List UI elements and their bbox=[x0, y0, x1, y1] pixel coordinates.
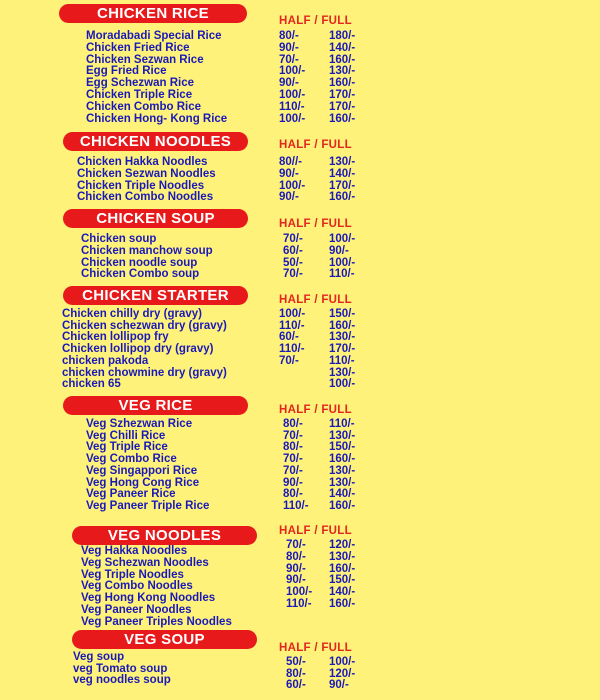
menu-item-name: Moradabadi Special Rice bbox=[86, 30, 222, 42]
menu-item-name: Veg Paneer Noodles bbox=[81, 604, 192, 616]
half-full-header: HALF / FULL bbox=[279, 404, 352, 416]
full-price: 130/- bbox=[329, 464, 356, 477]
full-price: 90/- bbox=[329, 679, 349, 692]
half-price: 60/- bbox=[283, 244, 303, 257]
half-price: 110/- bbox=[279, 343, 305, 356]
menu-item-name: Egg Fried Rice bbox=[86, 65, 167, 78]
half-price: 100/- bbox=[279, 308, 306, 320]
menu-item-name: Chicken chilly dry (gravy) bbox=[62, 308, 202, 320]
section-banner: CHICKEN RICE bbox=[59, 4, 247, 23]
half-full-header: HALF / FULL bbox=[279, 139, 352, 151]
menu-item-name: Chicken Sezwan Noodles bbox=[77, 167, 216, 180]
half-price: 50/- bbox=[283, 256, 303, 269]
full-price: 140/- bbox=[329, 41, 356, 54]
menu-item-name: Chicken Sezwan Rice bbox=[86, 53, 204, 66]
section-banner: VEG NOODLES bbox=[72, 526, 257, 545]
menu-item-name: Chicken Combo Noodles bbox=[77, 191, 214, 204]
half-price: 70/- bbox=[283, 464, 303, 477]
half-price: 70/- bbox=[283, 453, 303, 466]
half-price: 80//- bbox=[279, 156, 303, 168]
menu-item-name: Veg Combo Noodles bbox=[81, 580, 193, 593]
section-banner: CHICKEN SOUP bbox=[63, 209, 248, 228]
full-price: 130/- bbox=[329, 366, 356, 379]
full-price: 160/- bbox=[329, 499, 356, 512]
full-price: 100/- bbox=[329, 656, 356, 668]
half-full-header: HALF / FULL bbox=[279, 525, 352, 537]
half-price: 70/- bbox=[286, 539, 306, 551]
half-price: 80/- bbox=[286, 550, 306, 563]
menu-item-name: veg noodles soup bbox=[73, 674, 171, 687]
full-price: 130/- bbox=[329, 550, 356, 563]
full-price: 150/- bbox=[329, 574, 356, 587]
menu-item-name: chicken pakoda bbox=[62, 354, 149, 367]
half-price: 110/- bbox=[279, 100, 305, 113]
menu-item-name: Veg Hakka Noodles bbox=[81, 545, 188, 557]
full-price: 150/- bbox=[329, 308, 356, 320]
menu-item-name: Chicken soup bbox=[81, 233, 157, 245]
menu-item-name: Chicken lollipop fry bbox=[62, 331, 169, 344]
full-price: 130/- bbox=[329, 331, 356, 344]
menu-item-name: Veg Combo Rice bbox=[86, 453, 177, 466]
menu-item-name: Veg Hong Kong Noodles bbox=[81, 592, 216, 605]
full-price: 110/- bbox=[329, 418, 355, 430]
menu-item-name: Chicken Combo Rice bbox=[86, 100, 202, 113]
half-price: 90/- bbox=[279, 191, 299, 204]
full-price: 170/- bbox=[329, 343, 356, 356]
full-price: 160/- bbox=[329, 319, 356, 332]
half-price: 90/- bbox=[279, 77, 299, 90]
full-price: 160/- bbox=[329, 453, 356, 466]
half-price: 80/- bbox=[283, 441, 303, 454]
half-price: 80/- bbox=[286, 667, 306, 680]
half-price: 100/- bbox=[279, 65, 306, 78]
section-banner: CHICKEN STARTER bbox=[63, 286, 248, 305]
menu-item-name: Chicken noodle soup bbox=[81, 256, 198, 269]
full-price: 100/- bbox=[329, 378, 356, 391]
menu-item-name: chicken 65 bbox=[62, 378, 121, 391]
menu-item-name: Chicken Hong- Kong Rice bbox=[86, 112, 228, 125]
half-price: 70/- bbox=[279, 354, 299, 367]
menu-item-name: Veg Szhezwan Rice bbox=[86, 418, 193, 430]
half-price: 90/- bbox=[286, 562, 306, 575]
section-banner: VEG SOUP bbox=[72, 630, 257, 649]
full-price: 110/- bbox=[329, 354, 355, 367]
menu-item-name: Veg Singappori Rice bbox=[86, 464, 198, 477]
full-price: 130/- bbox=[329, 65, 356, 78]
menu-item-name: Chicken Hakka Noodles bbox=[77, 156, 208, 168]
half-full-header: HALF / FULL bbox=[279, 294, 352, 306]
half-price: 50/- bbox=[286, 656, 306, 668]
full-price: 180/- bbox=[329, 30, 356, 42]
menu-item-name: Veg Hong Cong Rice bbox=[86, 476, 200, 489]
full-price: 100/- bbox=[329, 233, 356, 245]
menu-item-name: Chicken Triple Rice bbox=[86, 89, 193, 101]
half-price: 80/- bbox=[279, 30, 299, 42]
full-price: 170/- bbox=[329, 89, 356, 101]
menu-item-name: Chicken Triple Noodles bbox=[77, 179, 205, 192]
menu-item-name: Veg Triple Rice bbox=[86, 441, 168, 454]
full-price: 160/- bbox=[329, 53, 356, 66]
menu-item-name: Veg Paneer Rice bbox=[86, 488, 176, 501]
full-price: 140/- bbox=[329, 586, 356, 599]
menu-item-name: Veg Paneer Triples Noodles bbox=[81, 615, 232, 628]
half-price: 90/- bbox=[279, 41, 299, 54]
half-price: 70/- bbox=[283, 429, 303, 442]
menu-item-name: Veg Paneer Triple Rice bbox=[86, 499, 210, 512]
full-price: 140/- bbox=[329, 167, 356, 180]
menu-item-name: Egg Schezwan Rice bbox=[86, 77, 195, 90]
full-price: 130/- bbox=[329, 429, 356, 442]
half-price: 110/- bbox=[283, 499, 309, 512]
half-price: 100/- bbox=[279, 179, 306, 192]
full-price: 120/- bbox=[329, 667, 356, 680]
menu-item-name: Veg soup bbox=[73, 651, 125, 663]
half-price: 70/- bbox=[283, 233, 303, 245]
full-price: 170/- bbox=[329, 179, 356, 192]
half-price: 90/- bbox=[279, 167, 299, 180]
full-price: 160/- bbox=[329, 77, 356, 90]
menu-item-name: Chicken Combo soup bbox=[81, 268, 200, 281]
section-banner: VEG RICE bbox=[63, 396, 248, 415]
full-price: 160/- bbox=[329, 191, 356, 204]
full-price: 100/- bbox=[329, 256, 356, 269]
full-price: 160/- bbox=[329, 562, 356, 575]
full-price: 110/- bbox=[329, 268, 355, 281]
full-price: 160/- bbox=[329, 598, 356, 610]
full-price: 150/- bbox=[329, 441, 356, 454]
half-full-header: HALF / FULL bbox=[279, 218, 352, 230]
half-price: 100/- bbox=[279, 89, 306, 101]
menu-item-name: Veg Triple Noodles bbox=[81, 568, 184, 581]
menu-item-name: Veg Chilli Rice bbox=[86, 429, 166, 442]
half-price: 60/- bbox=[286, 679, 306, 692]
half-price: 80/- bbox=[283, 488, 303, 501]
full-price: 140/- bbox=[329, 488, 356, 501]
half-price: 100/- bbox=[286, 586, 313, 599]
full-price: 90/- bbox=[329, 244, 349, 257]
half-price: 90/- bbox=[283, 476, 303, 489]
menu-item-name: Veg Schezwan Noodles bbox=[81, 556, 209, 569]
half-price: 110/- bbox=[279, 319, 305, 332]
menu-item-name: chicken chowmine dry (gravy) bbox=[62, 366, 227, 379]
menu-item-name: Chicken manchow soup bbox=[81, 244, 213, 257]
half-full-header: HALF / FULL bbox=[279, 15, 352, 27]
half-price: 110/- bbox=[286, 598, 312, 610]
section-banner: CHICKEN NOODLES bbox=[63, 132, 248, 151]
full-price: 130/- bbox=[329, 156, 356, 168]
half-price: 80/- bbox=[283, 418, 303, 430]
full-price: 170/- bbox=[329, 100, 356, 113]
menu-item-name: Chicken Fried Rice bbox=[86, 41, 190, 54]
full-price: 120/- bbox=[329, 539, 356, 551]
half-price: 70/- bbox=[279, 53, 299, 66]
menu-item-name: Chicken schezwan dry (gravy) bbox=[62, 319, 227, 332]
full-price: 130/- bbox=[329, 476, 356, 489]
menu-item-name: veg Tomato soup bbox=[73, 662, 168, 675]
half-price: 100/- bbox=[279, 112, 306, 125]
menu-item-name: Chicken lollipop dry (gravy) bbox=[62, 343, 214, 356]
half-full-header: HALF / FULL bbox=[279, 642, 352, 654]
half-price: 90/- bbox=[286, 574, 306, 587]
half-price: 70/- bbox=[283, 268, 303, 281]
full-price: 160/- bbox=[329, 112, 356, 125]
half-price: 60/- bbox=[279, 331, 299, 344]
